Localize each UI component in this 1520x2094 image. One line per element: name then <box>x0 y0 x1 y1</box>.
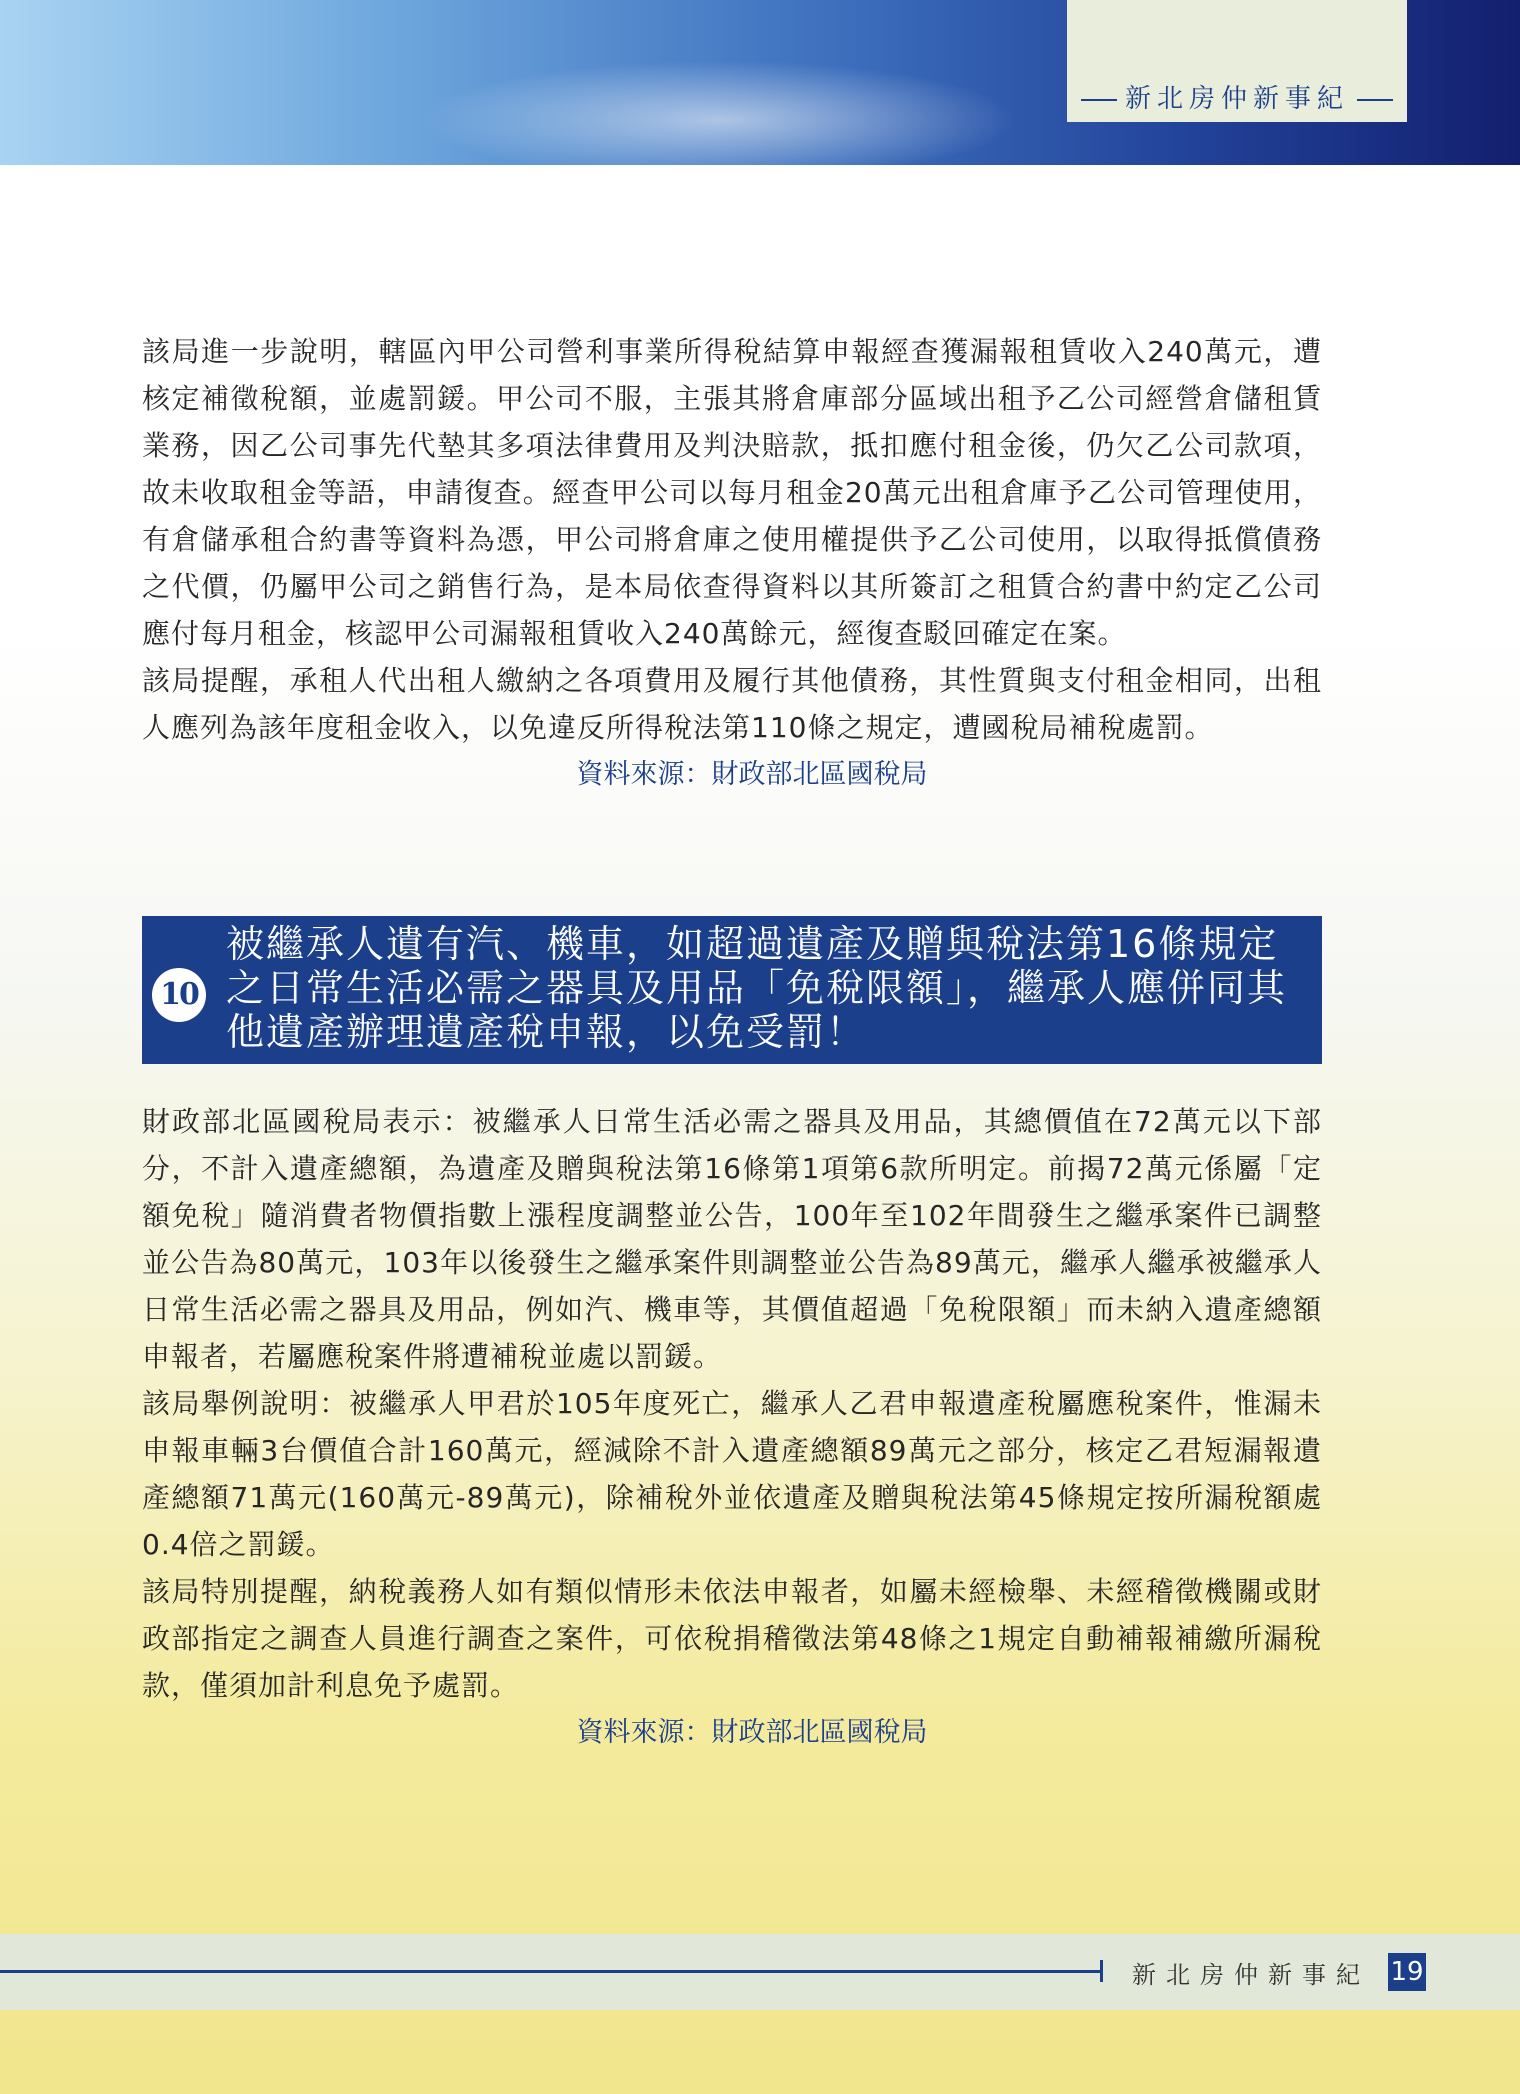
section10-paragraph: 該局特別提醒，納稅義務人如有類似情形未依法申報者，如屬未經檢舉、未經稽徵機關或財政部指定之調查人員進行調查之案件，可依稅捐稽徵法第48條之1規定自動補報補繳所漏稅款，僅須加計利息免予處罰。 <box>142 1575 1322 1702</box>
header-series-title <box>1067 78 1407 115</box>
section10-source: 資料來源：財政部北區國稅局 <box>576 1717 928 1748</box>
page-number: 19 <box>1388 1953 1426 1991</box>
section10-title: 被繼承人遺有汽、機車，如超過遺產及贈與稅法第16條規定之日常生活必需之器具及用品「免稅限額」，繼承人應併同其他遺產辦理遺產稅申報，以免受罰！ <box>226 922 1288 1054</box>
header-series-title-text: 新北房仲新事紀 <box>1124 84 1349 114</box>
section9-body <box>142 328 1322 798</box>
section10-paragraph: 該局舉例說明：被繼承人甲君於105年度死亡，繼承人乙君申報遺產稅屬應稅案件，惟漏未申報車輛3台價值合計160萬元，經減除不計入遺產總額89萬元之部分，核定乙君短漏報遺產總額71萬元(160萬元-89萬元)，除補稅外並依遺產及贈與稅法第45條規定按所漏稅額處0.4倍之罰鍰。 <box>142 1387 1322 1561</box>
section-number-badge: 10 <box>152 968 206 1022</box>
section9-paragraph: 該局進一步說明，轄區內甲公司營利事業所得稅結算申報經查獲漏報租賃收入240萬元，遭核定補徵稅額，並處罰鍰。甲公司不服，主張其將倉庫部分區域出租予乙公司經營倉儲租賃業務，因乙公司事先代墊其多項法律費用及判決賠款，抵扣應付租金後，仍欠乙公司款項，故未收取租金等語，申請復查。經查甲公司以每月租金20萬元出租倉庫予乙公司管理使用，有倉儲承租合約書等資料為憑，甲公司將倉庫之使用權提供予乙公司使用，以取得抵償債務之代價，仍屬甲公司之銷售行為，是本局依查得資料以其所簽訂之租賃合約書中約定乙公司應付每月租金，核認甲公司漏報租賃收入240萬餘元，經復查駁回確定在案。 <box>142 335 1322 650</box>
section10-paragraph: 財政部北區國稅局表示：被繼承人日常生活必需之器具及用品，其總價值在72萬元以下部分，不計入遺產總額，為遺產及贈與稅法第16條第1項第6款所明定。前揭72萬元係屬「定額免稅」隨消費者物價指數上漲程度調整並公告，100年至102年間發生之繼承案件已調整並公告為80萬元，103年以後發生之繼承案件則調整並公告為89萬元，繼承人繼承被繼承人日常生活必需之器具及用品，例如汽、機車等，其價值超過「免稅限額」而未納入遺產總額申報者，若屬應稅案件將遭補稅並處以罰鍰。 <box>142 1105 1322 1373</box>
footer-series-title: 新北房仲新事紀 <box>1132 1961 1370 1989</box>
header-dash-left <box>1081 99 1117 101</box>
header-glow <box>420 60 1020 165</box>
section9-paragraph: 該局提醒，承租人代出租人繳納之各項費用及履行其他債務，其性質與支付租金相同，出租人應列為該年度租金收入，以免違反所得稅法第110條之規定，遭國稅局補稅處罰。 <box>142 664 1322 744</box>
header-dash-right <box>1357 99 1393 101</box>
footer-rule <box>0 1970 1102 1973</box>
footer-rule-end <box>1100 1960 1103 1982</box>
section10-body <box>142 1098 1322 1756</box>
section9-source: 資料來源：財政部北區國稅局 <box>576 759 928 790</box>
section10-title-bar <box>142 916 1322 1064</box>
